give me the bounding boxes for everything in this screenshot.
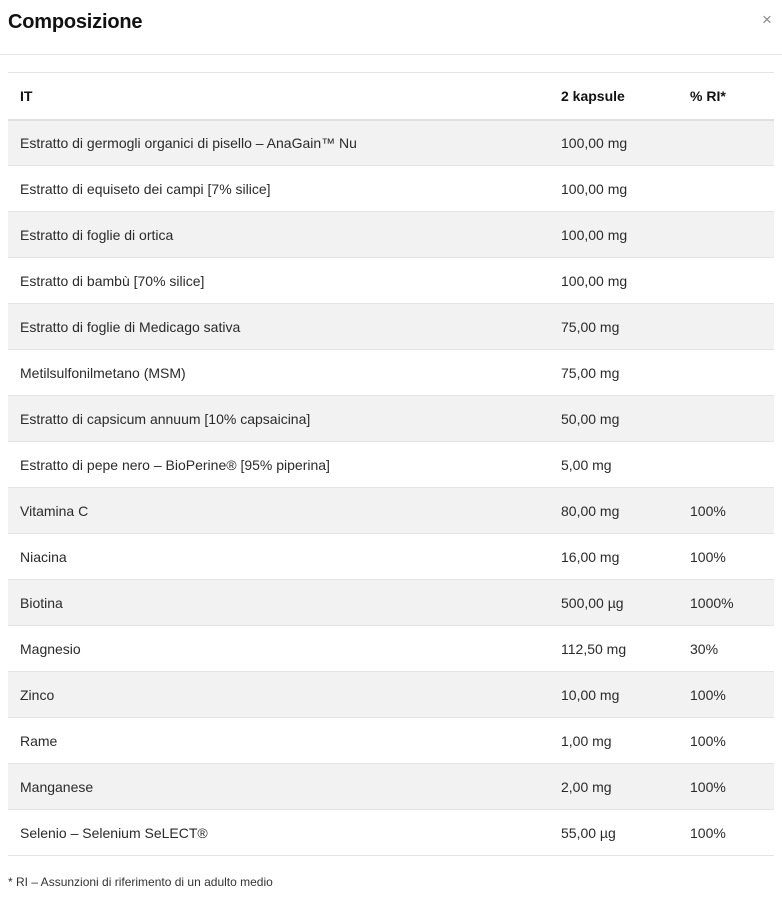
ingredient-cell: Estratto di bambù [70% silice]: [20, 272, 205, 289]
close-icon[interactable]: ×: [762, 10, 772, 29]
amount-cell: 5,00 mg: [561, 456, 612, 473]
table-row: [8, 672, 774, 718]
ri-cell: 100%: [690, 778, 726, 795]
column-header-ingredient: IT: [20, 87, 33, 104]
amount-cell: 10,00 mg: [561, 686, 620, 703]
composition-table-container: [8, 72, 774, 856]
amount-cell: 100,00 mg: [561, 226, 628, 243]
composition-table: [8, 72, 774, 856]
amount-cell: 500,00 µg: [561, 594, 624, 611]
ingredient-cell: Estratto di foglie di ortica: [20, 226, 174, 243]
ri-cell: [678, 396, 774, 442]
ingredient-cell: Magnesio: [20, 640, 81, 657]
table-row: [8, 764, 774, 810]
amount-cell: 100,00 mg: [561, 134, 628, 151]
amount-cell: 112,50 mg: [561, 640, 627, 657]
ingredient-cell: Metilsulfonilmetano (MSM): [20, 364, 186, 381]
ingredient-cell: Biotina: [20, 594, 63, 611]
amount-cell: 16,00 mg: [561, 548, 620, 565]
table-row: [8, 580, 774, 626]
ingredient-cell: Zinco: [20, 686, 55, 703]
ri-cell: 100%: [690, 502, 726, 519]
ri-cell: 100%: [690, 686, 726, 703]
ingredient-cell: Selenio – Selenium SeLECT®: [20, 824, 208, 841]
ri-cell: 100%: [690, 824, 726, 841]
amount-cell: 75,00 mg: [561, 364, 620, 381]
table-row: [8, 258, 774, 304]
table-row: [8, 166, 774, 212]
table-row: [8, 534, 774, 580]
table-body: [8, 120, 774, 856]
amount-cell: 55,00 µg: [561, 824, 616, 841]
ri-cell: 30%: [690, 640, 719, 657]
ingredient-cell: Estratto di capsicum annuum [10% capsaicina]: [20, 410, 311, 427]
amount-cell: 100,00 mg: [561, 272, 628, 289]
table-row: [8, 718, 774, 764]
table-row: [8, 442, 774, 488]
ingredient-cell: Estratto di foglie di Medicago sativa: [20, 318, 241, 335]
amount-cell: 50,00 mg: [561, 410, 620, 427]
column-header-amount: 2 kapsule: [561, 87, 625, 104]
table-header-row: [8, 73, 774, 120]
amount-cell: 100,00 mg: [561, 180, 628, 197]
footnote: * RI – Assunzioni di riferimento di un adulto medio: [8, 875, 273, 889]
table-row: [8, 120, 774, 166]
amount-cell: 2,00 mg: [561, 778, 612, 795]
modal-header: [0, 0, 782, 55]
table-row: [8, 488, 774, 534]
ri-cell: [678, 304, 774, 350]
amount-cell: 75,00 mg: [561, 318, 620, 335]
ri-cell: [678, 350, 774, 396]
table-row: [8, 810, 774, 856]
ri-cell: [678, 166, 774, 212]
table-row: [8, 350, 774, 396]
ri-cell: [678, 258, 774, 304]
ingredient-cell: Vitamina C: [20, 502, 89, 519]
ingredient-cell: Estratto di pepe nero – BioPerine® [95% piperina]: [20, 456, 330, 473]
table-row: [8, 626, 774, 672]
ri-cell: 100%: [690, 732, 726, 749]
ri-cell: [678, 120, 774, 166]
amount-cell: 80,00 mg: [561, 502, 620, 519]
table-header: [8, 73, 774, 120]
ingredient-cell: Estratto di equiseto dei campi [7% silice]: [20, 180, 271, 197]
ingredient-cell: Niacina: [20, 548, 67, 565]
ri-cell: [678, 442, 774, 488]
table-row: [8, 212, 774, 258]
ingredient-cell: Rame: [20, 732, 58, 749]
table-row: [8, 396, 774, 442]
table-row: [8, 304, 774, 350]
modal-title: Composizione: [8, 11, 143, 33]
ingredient-cell: Manganese: [20, 778, 94, 795]
amount-cell: 1,00 mg: [561, 732, 612, 749]
column-header-ri: % RI*: [690, 87, 726, 104]
ingredient-cell: Estratto di germogli organici di pisello – AnaGain™ Nu: [20, 134, 357, 151]
ri-cell: [678, 212, 774, 258]
ri-cell: 1000%: [690, 594, 734, 611]
ri-cell: 100%: [690, 548, 726, 565]
